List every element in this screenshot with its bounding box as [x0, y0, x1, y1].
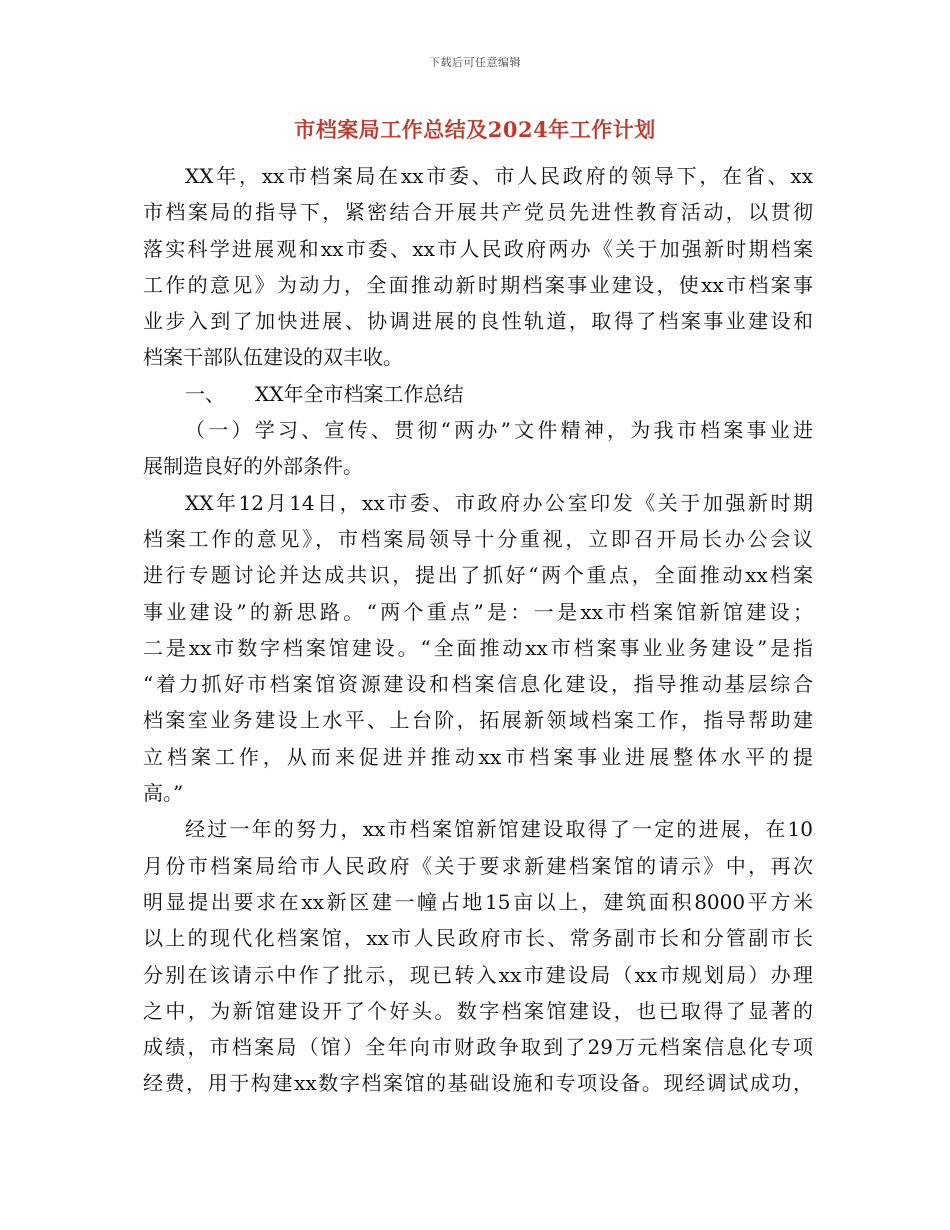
body-line: 展制造良好的外部条件。	[143, 454, 363, 479]
body-line: XX年，xx市档案局在xx市委、市人民政府的领导下，在省、xx	[185, 164, 813, 188]
body-line: 成绩，市档案局（馆）全年向市财政争取到了29万元档案信息化专项	[143, 1035, 813, 1060]
body-line: 进行专题讨论并达成共识，提出了抓好“两个重点，全面推动xx档案	[143, 563, 813, 588]
body-line: 分别在该请示中作了批示，现已转入xx市建设局（xx市规划局）办理	[143, 962, 813, 987]
body-line: 一、 XX年全市档案工作总结	[185, 381, 464, 406]
body-line: 档案干部队伍建设的双丰收。	[143, 345, 403, 370]
header-note: 下载后可任意编辑	[429, 56, 521, 69]
body-line: 经过一年的努力，xx市档案馆新馆建设取得了一定的进展，在10	[185, 817, 813, 842]
body-line: 档案室业务建设上水平、上台阶，拓展新领域档案工作，指导帮助建	[143, 708, 813, 733]
body-line: 明显提出要求在xx新区建一幢占地15亩以上，建筑面积8000平方米	[143, 889, 813, 914]
body-line: 高。”	[143, 781, 184, 806]
body-line: 立档案工作，从而来促进并推动xx市档案事业进展整体水平的提	[143, 744, 813, 769]
body-line: “着力抓好市档案馆资源建设和档案信息化建设，指导推动基层综合	[143, 672, 813, 697]
body-line: 工作的意见》为动力，全面推动新时期档案事业建设，使xx市档案事	[143, 272, 813, 297]
body-line: 之中，为新馆建设开了个好头。数字档案馆建设，也已取得了显著的	[143, 998, 813, 1023]
body-line: 档案工作的意见》，市档案局领导十分重视，立即召开局长办公会议	[143, 526, 813, 551]
body-line: 二是xx市数字档案馆建设。“全面推动xx市档案事业业务建设”是指	[143, 635, 813, 660]
body-line: 市档案局的指导下，紧密结合开展共产党员先进性教育活动，以贯彻	[143, 200, 813, 225]
body-line: 以上的现代化档案馆，xx市人民政府市长、常务副市长和分管副市长	[143, 926, 813, 951]
body-line: 落实科学进展观和xx市委、xx市人民政府两办《关于加强新时期档案	[143, 236, 813, 261]
body-line: 月份市档案局给市人民政府《关于要求新建档案馆的请示》中，再次	[143, 853, 813, 878]
document-body	[143, 158, 813, 1102]
body-line: 事业建设”的新思路。“两个重点”是：一是xx市档案馆新馆建设；	[143, 599, 813, 624]
body-line: 业步入到了加快进展、协调进展的良性轨道，取得了档案事业建设和	[143, 309, 813, 334]
body-line: （一）学习、宣传、贯彻“两办”文件精神，为我市档案事业进	[185, 418, 813, 443]
body-line: XX年12月14日，xx市委、市政府办公室印发《关于加强新时期	[185, 490, 813, 515]
body-line: 经费，用于构建xx数字档案馆的基础设施和专项设备。现经调试成功，	[143, 1071, 813, 1096]
document-title: 市档案局工作总结及2024年工作计划	[294, 117, 656, 142]
